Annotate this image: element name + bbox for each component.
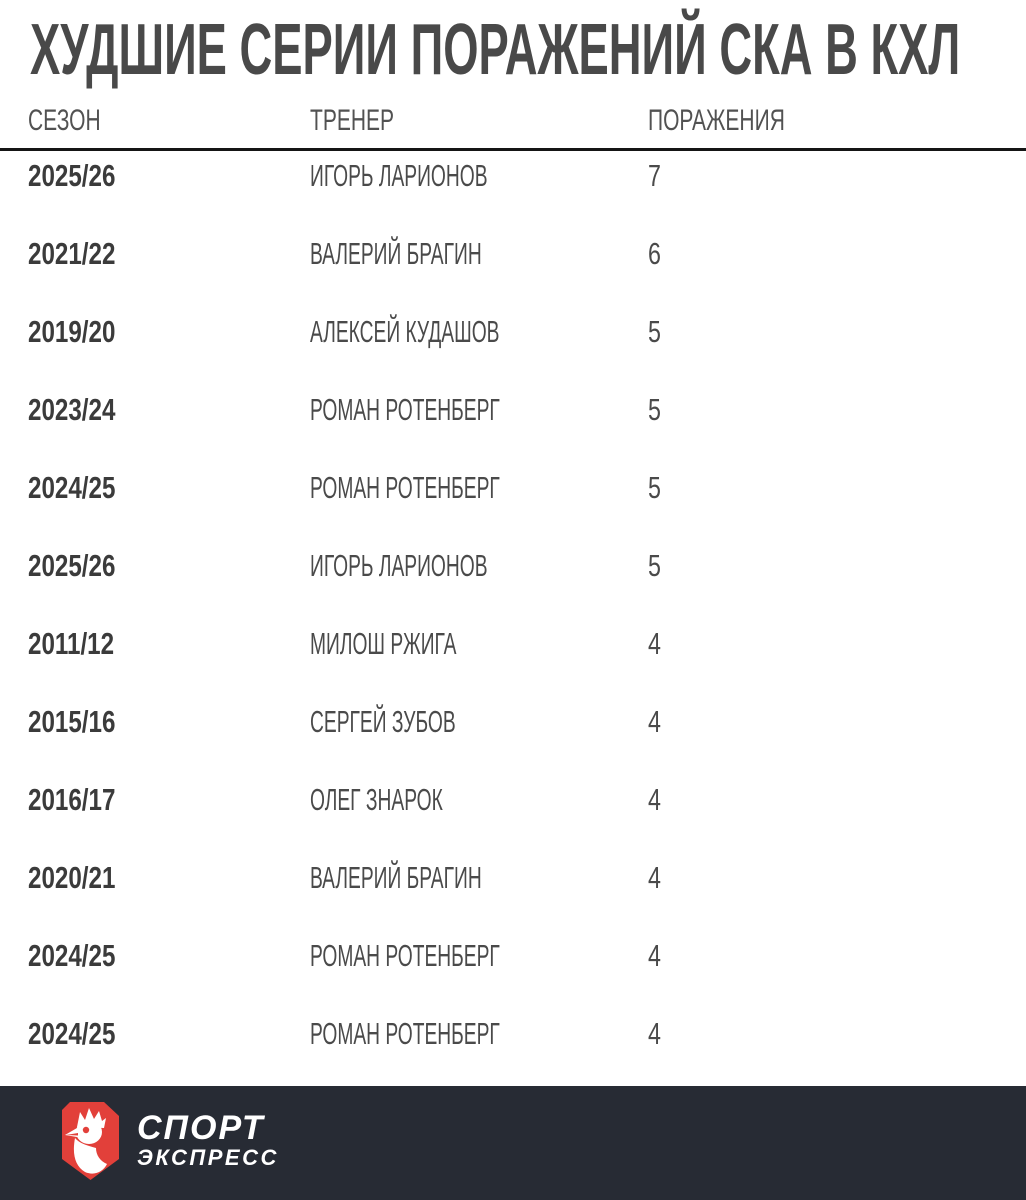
column-header-season: СЕЗОН [28, 104, 101, 137]
rooster-head [76, 1120, 102, 1144]
table-row [0, 917, 1026, 995]
table-row [0, 761, 1026, 839]
season-cell: 2016/17 [28, 782, 116, 817]
table-row [0, 293, 1026, 371]
table-row [0, 137, 1026, 215]
coach-cell: СЕРГЕЙ ЗУБОВ [310, 704, 456, 739]
sport-express-logo-icon [62, 1102, 120, 1182]
coach-cell: РОМАН РОТЕНБЕРГ [310, 938, 500, 973]
losses-cell: 6 [648, 236, 661, 271]
table-row [0, 683, 1026, 761]
page-title-text: ХУДШИЕ СЕРИИ ПОРАЖЕНИЙ СКА В КХЛ [30, 10, 961, 90]
coach-cell: РОМАН РОТЕНБЕРГ [310, 1016, 500, 1051]
table-row [0, 215, 1026, 293]
losses-cell: 7 [648, 158, 661, 193]
table-row [0, 449, 1026, 527]
table-row [0, 995, 1026, 1073]
coach-cell: РОМАН РОТЕНБЕРГ [310, 392, 500, 427]
coach-cell: ИГОРЬ ЛАРИОНОВ [310, 548, 488, 583]
losses-cell: 5 [648, 548, 661, 583]
brand-word-express: ЭКСПРЕСС [137, 1145, 279, 1170]
table-row [0, 527, 1026, 605]
season-cell: 2025/26 [28, 158, 116, 193]
season-cell: 2011/12 [28, 626, 115, 661]
coach-cell: ИГОРЬ ЛАРИОНОВ [310, 158, 488, 193]
table-rows [0, 137, 1026, 1073]
season-cell: 2021/22 [28, 236, 116, 271]
losses-cell: 5 [648, 314, 661, 349]
table-row [0, 605, 1026, 683]
coach-cell: АЛЕКСЕЙ КУДАШОВ [310, 314, 500, 349]
losses-cell: 5 [648, 392, 661, 427]
season-cell: 2024/25 [28, 470, 116, 505]
season-cell: 2024/25 [28, 938, 116, 973]
losses-cell: 4 [648, 782, 661, 817]
column-header-losses: ПОРАЖЕНИЯ [648, 104, 785, 137]
season-cell: 2015/16 [28, 704, 116, 739]
losses-cell: 4 [648, 626, 661, 661]
losses-cell: 4 [648, 938, 661, 973]
coach-cell: МИЛОШ РЖИГА [310, 626, 457, 661]
losses-cell: 5 [648, 470, 661, 505]
column-header-coach: ТРЕНЕР [310, 104, 395, 137]
coach-cell: ОЛЕГ ЗНАРОК [310, 782, 443, 817]
page-title [30, 10, 1026, 90]
losses-cell: 4 [648, 860, 661, 895]
season-cell: 2020/21 [28, 860, 116, 895]
rooster-eye [83, 1127, 89, 1133]
coach-cell: ВАЛЕРИЙ БРАГИН [310, 860, 482, 895]
table-row [0, 371, 1026, 449]
coach-cell: РОМАН РОТЕНБЕРГ [310, 470, 500, 505]
table-row [0, 839, 1026, 917]
season-cell: 2024/25 [28, 1016, 116, 1051]
brand-word-sport: СПОРТ [137, 1109, 265, 1147]
coach-cell: ВАЛЕРИЙ БРАГИН [310, 236, 482, 271]
footer-bar [0, 1086, 1026, 1200]
losses-cell: 4 [648, 1016, 661, 1051]
season-cell: 2023/24 [28, 392, 116, 427]
losses-cell: 4 [648, 704, 661, 739]
season-cell: 2019/20 [28, 314, 116, 349]
season-cell: 2025/26 [28, 548, 116, 583]
